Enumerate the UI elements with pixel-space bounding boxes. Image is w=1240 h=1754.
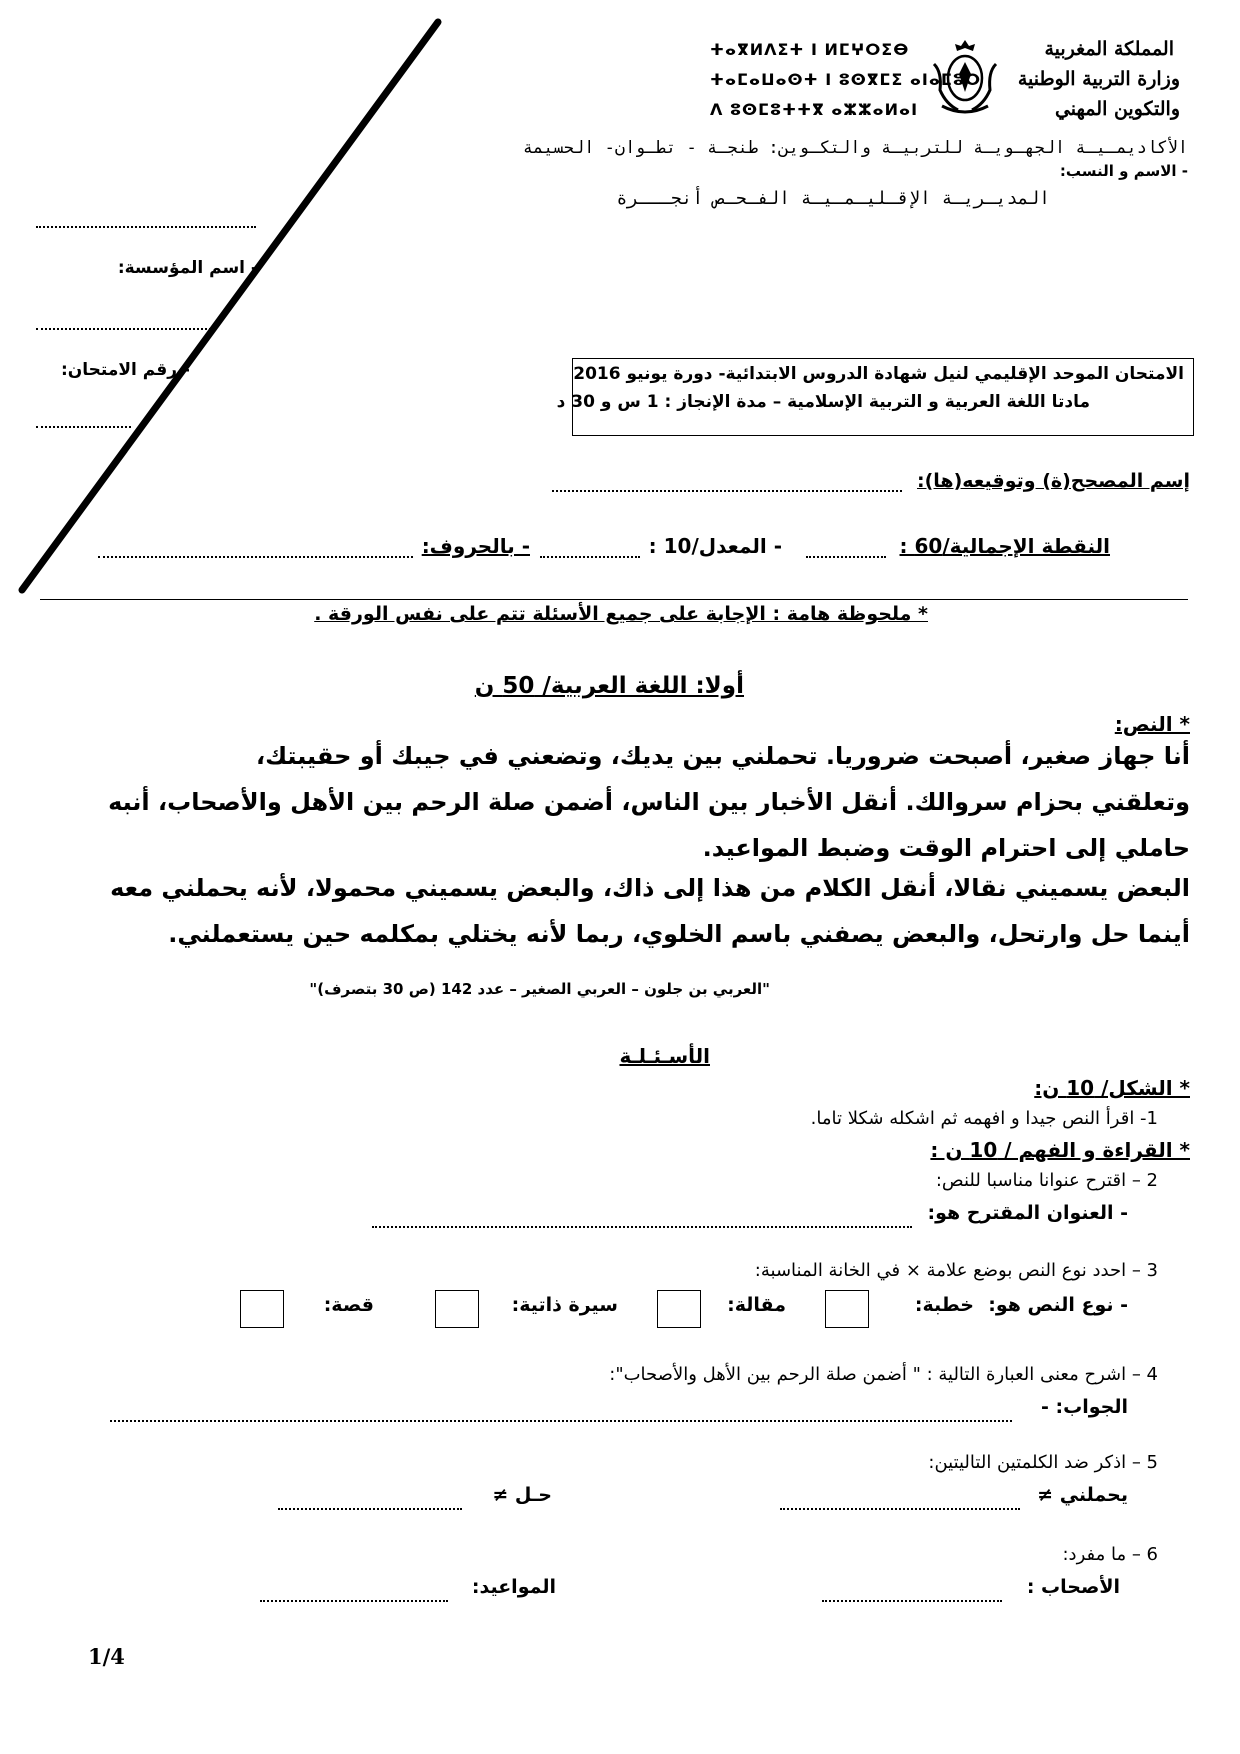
question-6-answer-line-1[interactable]: [822, 1600, 1002, 1602]
question-5-answer-line-1[interactable]: [780, 1508, 1020, 1510]
letters-label: - بالحروف:: [421, 534, 530, 558]
institution-label: - اسم المؤسسة:: [117, 258, 258, 278]
reading-section-title: * القراءة و الفهم / 10 ن :: [930, 1138, 1190, 1162]
text-line-4: البعض يسميني نقالا، أنقل الكلام من هذا إلى ذاك، والبعض يسميني محمولا، لأنه يحملني معه: [110, 874, 1190, 902]
training-title: والتكوين المهني: [1054, 98, 1180, 120]
option-article-label: مقالة:: [727, 1294, 786, 1316]
option-sermon-label: خطبة:: [914, 1294, 974, 1316]
question-5-word-2: حـل ≠: [492, 1484, 552, 1506]
institution-answer-line[interactable]: [36, 328, 211, 330]
exam-info-line-2: مادتا اللغة العربية و التربية الإسلامية – مدة الإنجاز : 1 س و 30 د: [556, 392, 1090, 412]
name-answer-line[interactable]: [36, 226, 256, 228]
question-1: 1- اقرأ النص جيدا و افهمه ثم اشكله شكلا تاما.: [810, 1108, 1158, 1129]
tifinagh-line-2: ⵜⴰⵎⴰⵡⴰⵙⵜ ⵏ ⵓⵙⴳⵎⵉ ⴰⵏⴰⵎⵓⵔ: [710, 70, 981, 89]
section-divider: [40, 599, 1188, 600]
question-5-answer-line-2[interactable]: [278, 1508, 462, 1510]
academy-line: الأكاديمـيـة الجهـويـة للتربيـة والتكـوين: طنجـة - تطـوان- الحسيمة: [522, 138, 1188, 158]
section-title-arabic: أولا: اللغة العربية/ 50 ن: [474, 673, 744, 699]
total-score-answer-line[interactable]: [806, 556, 886, 558]
diagonal-strike-line: [0, 0, 460, 600]
ministry-title: وزارة التربية الوطنية: [1017, 68, 1180, 90]
letters-answer-line[interactable]: [98, 556, 413, 558]
text-line-2: وتعلقني بحزام سروالك. أنقل الأخبار بين الناس، أضمن صلة الرحم بين الأهل والأصحاب، أنبه: [108, 788, 1190, 816]
tifinagh-line-1: ⵜⴰⴳⵍⴷⵉⵜ ⵏ ⵍⵎⵖⵔⵉⴱ: [710, 40, 910, 59]
kingdom-title: المملكة المغربية: [1044, 38, 1174, 60]
option-biography-checkbox[interactable]: [435, 1290, 479, 1328]
name-label: - الاسم و النسب:: [1059, 162, 1188, 180]
total-score-label: النقطة الإجمالية/60 :: [899, 534, 1110, 558]
question-4-answer-label: الجواب: -: [1041, 1396, 1128, 1418]
text-label: * النص:: [1114, 712, 1190, 736]
question-2-answer-line[interactable]: [372, 1226, 912, 1228]
text-line-5: أينما حل وارتحل، والبعض يصفني باسم الخلوي، ربما لأنه يختلي بمكلمه حين يستعملني.: [168, 920, 1190, 948]
corrector-label: إسم المصحح(ة) وتوقيعه(ها):: [917, 470, 1190, 492]
exam-number-label: - رقم الامتحان:: [60, 360, 190, 380]
question-4-answer-line[interactable]: [110, 1420, 1012, 1422]
tifinagh-line-3: ⴷ ⵓⵙⵎⵓⵜⵜⴳ ⴰⵣⵣⴰⵍⴰⵏ: [710, 100, 919, 119]
option-biography-label: سيرة ذاتية:: [511, 1294, 618, 1316]
average-answer-line[interactable]: [540, 556, 640, 558]
corrector-answer-line[interactable]: [552, 490, 902, 492]
option-sermon-checkbox[interactable]: [825, 1290, 869, 1328]
question-6-word-2: المواعيد:: [471, 1576, 556, 1598]
question-6-answer-line-2[interactable]: [260, 1600, 448, 1602]
page-number: 1/4: [88, 1644, 125, 1669]
option-article-checkbox[interactable]: [657, 1290, 701, 1328]
exam-number-answer-line[interactable]: [36, 426, 131, 428]
exam-info-line-1: الامتحان الموحد الإقليمي لنيل شهادة الدروس الابتدائية- دورة يونيو 2016: [573, 364, 1184, 384]
question-2-answer-label: - العنوان المقترح هو:: [927, 1202, 1128, 1224]
form-section-title: * الشكل/ 10 ن:: [1034, 1076, 1190, 1100]
question-5: 5 – اذكر ضد الكلمتين التاليتين:: [928, 1452, 1158, 1473]
question-3-type-label: - نوع النص هو:: [988, 1294, 1128, 1316]
question-3: 3 – احدد نوع النص بوضع علامة × في الخانة المناسبة:: [754, 1260, 1158, 1281]
average-label: - المعدل/10 :: [648, 534, 782, 558]
option-story-checkbox[interactable]: [240, 1290, 284, 1328]
option-story-label: قصة:: [323, 1294, 374, 1316]
question-6: 6 – ما مفرد:: [1062, 1544, 1158, 1565]
question-6-word-1: الأصحاب :: [1026, 1576, 1120, 1598]
directorate-line: المديـريـة الإقـليـمـيـة الفـحـص أنجـــرة: [616, 188, 1050, 209]
text-line-1: أنا جهاز صغير، أصبحت ضروريا. تحملني بين يديك، وتضعني في جيبك أو حقيبتك،: [255, 742, 1190, 770]
important-note: * ملحوظة هامة : الإجابة على جميع الأسئلة تتم على نفس الورقة .: [314, 603, 928, 625]
questions-title: الأسـئـلـة: [619, 1044, 710, 1068]
question-5-word-1: يحملني ≠: [1037, 1484, 1128, 1506]
text-line-3: حاملي إلى احترام الوقت وضبط المواعيد.: [702, 834, 1190, 862]
question-4: 4 – اشرح معنى العبارة التالية : " أضمن صلة الرحم بين الأهل والأصحاب":: [609, 1364, 1158, 1385]
question-2: 2 – اقترح عنوانا مناسبا للنص:: [935, 1170, 1158, 1191]
text-source: "العربي بن جلون – العربي الصغير – عدد 142 (ص 30 بتصرف)": [309, 980, 770, 998]
